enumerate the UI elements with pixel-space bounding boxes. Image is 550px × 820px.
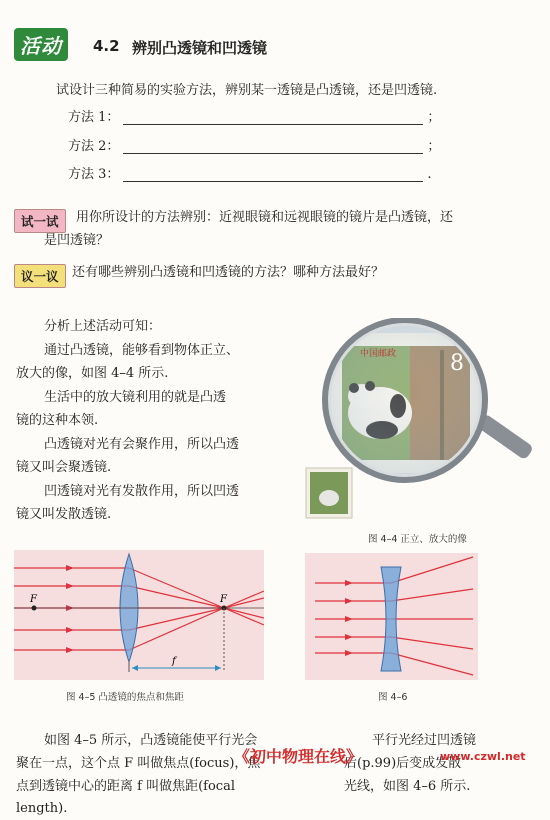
magnifier-illustration (300, 318, 540, 528)
body-line: 聚在一点，这个点 F 叫做焦点(focus)，焦 (16, 756, 261, 771)
analysis-line: 通过凸透镜，能够看到物体正立、 (44, 343, 240, 358)
figure-4-5 (14, 550, 264, 680)
label-F-left: F (30, 594, 37, 605)
analysis-line: 镜的这种本领. (16, 413, 99, 428)
body-line: length). (16, 801, 68, 816)
try-it-line-2: 是凹透镜？ (44, 233, 110, 248)
discuss-tag: 议一议 (14, 264, 66, 288)
method-label: 方法 3： (68, 167, 120, 182)
try-it-line-1: 用你所设计的方法辨别：近视眼镜和远视眼镜的镜片是凸透镜，还 (76, 210, 454, 225)
activity-badge: 活动 (14, 28, 68, 61)
label-F-right: F (220, 594, 227, 605)
label-f: f (172, 656, 176, 667)
method-label: 方法 1： (68, 110, 120, 125)
answer-blank (123, 110, 423, 125)
section-number: 4.2 (93, 37, 120, 55)
analysis-line: 分析上述活动可知： (44, 319, 162, 334)
stamp-value: 8 (450, 351, 464, 376)
analysis-line: 镜又叫会聚透镜. (16, 460, 112, 475)
convex-lens-diagram (14, 550, 264, 680)
concave-lens-diagram (305, 553, 478, 680)
analysis-line: 放大的像，如图 4–4 所示. (16, 366, 169, 381)
method-end: ； (427, 110, 441, 125)
figure-4-6 (305, 553, 478, 680)
body-line: 点到透镜中心的距离 f 叫做焦距(focal (16, 779, 235, 794)
method-end: ； (427, 139, 441, 154)
body-line: 后(p.99)后变成发散 (344, 756, 462, 771)
analysis-line: 凹透镜对光有发散作用，所以凹透 (44, 484, 240, 499)
watermark-url: www.czwl.net (440, 750, 526, 763)
figure-4-4 (300, 318, 540, 528)
body-line: 如图 4–5 所示，凸透镜能使平行光会 (44, 733, 258, 748)
body-line: 平行光经过凹透镜 (372, 733, 477, 748)
method-label: 方法 2： (68, 139, 120, 154)
method-row-2 (68, 135, 440, 154)
focal-point-left (32, 606, 37, 611)
method-row-3 (68, 163, 432, 182)
section-title: 辨别凸透镜和凹透镜 (132, 39, 268, 57)
analysis-line: 镜又叫发散透镜. (16, 507, 112, 522)
analysis-line: 凸透镜对光有会聚作用，所以凸透 (44, 437, 240, 452)
try-it-tag: 试一试 (14, 209, 66, 233)
body-line: 光线，如图 4–6 所示. (344, 779, 471, 794)
figure-4-4-caption: 图 4–4 正立、放大的像 (368, 534, 467, 545)
stamp-text: 中国邮政 (360, 349, 397, 359)
answer-blank (123, 139, 423, 154)
intro-text: 试设计三种简易的实验方法，辨别某一透镜是凸透镜，还是凹透镜. (56, 83, 438, 98)
figure-4-5-caption: 图 4–5 凸透镜的焦点和焦距 (66, 692, 184, 703)
incoming-rays (14, 568, 264, 650)
method-end: . (427, 167, 432, 182)
watermark-text: 《初中物理在线》 (234, 747, 363, 766)
analysis-line: 生活中的放大镜利用的就是凸透 (44, 390, 227, 405)
method-row-1 (68, 106, 440, 125)
discuss-text: 还有哪些辨别凸透镜和凹透镜的方法？哪种方法最好？ (72, 265, 385, 280)
figure-4-6-caption: 图 4–6 (378, 692, 408, 703)
answer-blank (123, 167, 423, 182)
